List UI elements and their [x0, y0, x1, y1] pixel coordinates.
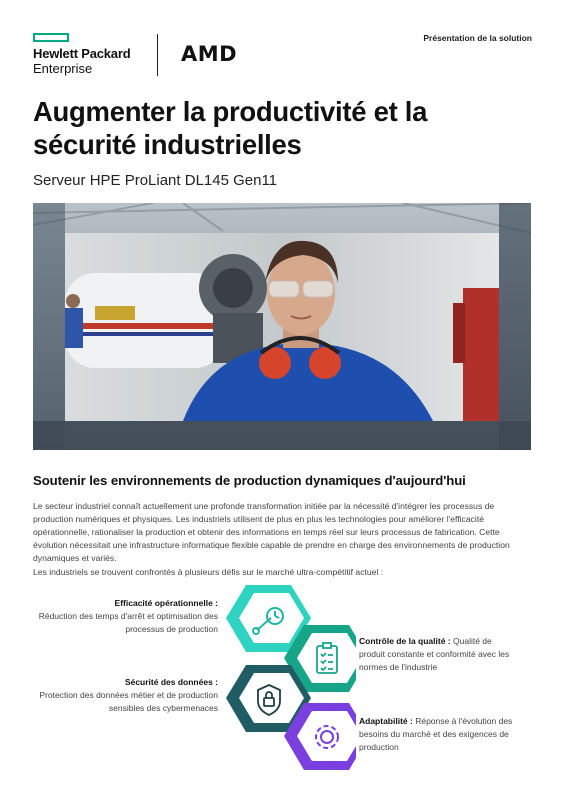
hpe-logo-bar [33, 33, 69, 42]
hpe-logo-line1: Hewlett Packard [33, 46, 131, 61]
challenge-adaptability-title: Adaptabilité : [359, 716, 413, 726]
challenge-efficiency-title: Efficacité opérationnelle : [114, 598, 218, 608]
challenge-efficiency-text: Réduction des temps d'arrêt et optimisation des processus de production [38, 611, 218, 634]
hero-image [33, 203, 531, 450]
challenges-hexagon-graphic [226, 580, 356, 775]
challenge-security-text: Protection des données métier et de production sensibles des cybermenaces [39, 690, 218, 713]
challenge-adaptability-text: Réponse à l'évolution des besoins du marché et des exigences de production [359, 716, 513, 752]
hpe-logo-line2: Enterprise [33, 61, 93, 76]
intro-paragraph: Le secteur industriel connaît actuellement une profonde transformation initiée par la nécessité d'intégrer les processus de production numériques et physiques. Les industriels utilisent de plus en plus les technologies pour améliorer l'efficacité opérationnelle, rationaliser la production et obtenir des informations en temps réel sur leurs processus de fabrication. Cette évolution nécessitait une infrastructure informatique flexible capable de prendre en charge des environnements de production dynamiques et variés. [33, 501, 510, 563]
challenge-security [28, 676, 218, 715]
logo-divider [157, 34, 158, 76]
challenge-security-title: Sécurité des données : [124, 677, 218, 687]
page-title: Augmenter la productivité et la sécurité industrielles [33, 96, 428, 160]
challenge-adaptability [359, 715, 519, 754]
document-type: Présentation de la solution [423, 33, 532, 43]
page-subtitle: Serveur HPE ProLiant DL145 Gen11 [33, 172, 278, 189]
challenge-quality [359, 635, 519, 674]
challenge-quality-title: Contrôle de la qualité : [359, 636, 451, 646]
photo-factory-worker-icon [33, 203, 531, 450]
challenge-efficiency [28, 597, 218, 636]
challenge-quality-text: Qualité de produit constante et conformité avec les normes de l'industrie [359, 636, 510, 672]
challenges-intro: Les industriels se trouvent confrontés à plusieurs défis sur le marché ultra-compétitif actuel : [33, 567, 384, 577]
amd-logo: AMD [181, 42, 238, 66]
section-heading: Soutenir les environnements de production dynamiques d'aujourd'hui [33, 473, 466, 488]
